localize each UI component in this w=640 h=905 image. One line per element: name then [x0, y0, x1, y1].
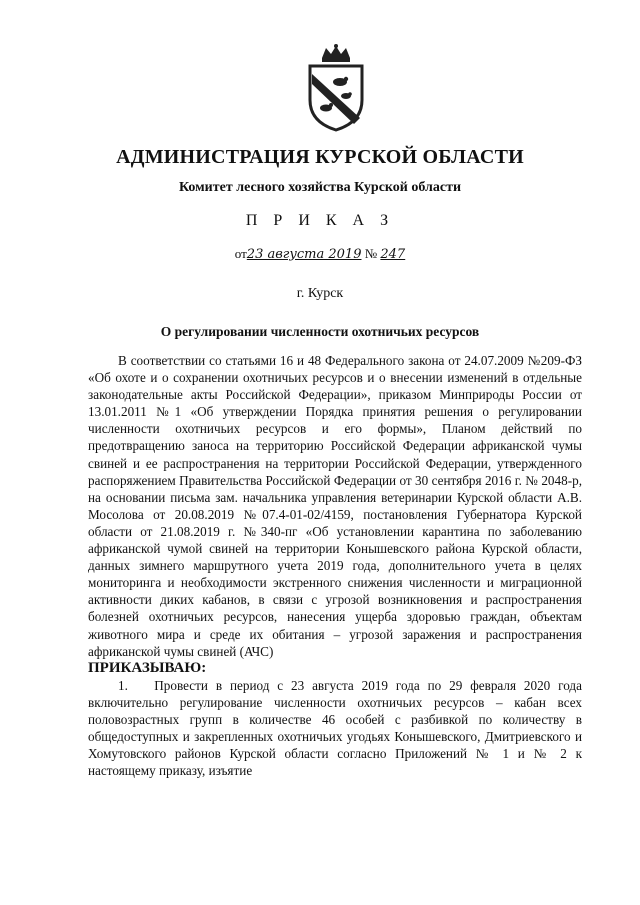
document-subject: О регулировании численности охотничьих ресурсов	[160, 324, 480, 339]
document-body	[88, 352, 582, 779]
number-value: 247	[380, 247, 406, 262]
date-prefix: от	[234, 246, 247, 261]
city-line: г. Курск	[296, 286, 344, 301]
number-label: №	[364, 246, 378, 261]
department-title: Комитет лесного хозяйства Курской области	[178, 180, 462, 195]
date-value: 23 августа 2019	[246, 247, 362, 262]
order-word: ПРИКАЗЫВАЮ:	[88, 659, 207, 676]
coat-of-arms-emblem	[300, 44, 372, 132]
preamble-paragraph: В соответствии со статьями 16 и 48 Федерального закона от 24.07.2009 №209-ФЗ «Об охоте и о сохранении охотничьих ресурсов и о внесении изменений в отдельные законодательные акты Российской Федерации», приказом Минприроды России от 13.01.2011 №1 «Об утверждении Порядка принятия решения о регулировании численности охотничьих ресурсов и его формы», Планом действий по предотвращению заноса на территорию Российской Федерации африканской чумы свиней и ее распространения на территории Российской Федерации, утвержденного распоряжением Правительства Российской Федерации от 30 сентября 2016 г. № 2048-р, на основании письма зам. начальника управления ветеринарии Курской области А.В. Мосолова от 20.08.2019 №07.4-01-02/4159, постановления Губернатора Курской области от 21.08.2019 г. №340-пг «Об установлении карантина по заболеванию африканской чумой свиней на территории Конышевского района Курской области, данных зимнего маршрутного учета 2019 года, дополнительного учета в целях мониторинга и необходимости экстренного снижения численности и миграционной активности диких кабанов, в связи с угрозой возникновения и распространения болезней охотничьих ресурсов, нанесения ущерба здоровью граждан, объектам животного мира и среде их обитания – угрозой заражения и распространения африканской чумы свиней (АЧС)	[88, 353, 582, 659]
organization-title: АДМИНИСТРАЦИЯ КУРСКОЙ ОБЛАСТИ	[116, 146, 524, 168]
order-item-1: 1. Провести в период с 23 августа 2019 года по 29 февраля 2020 года включительно регулирование численности охотничьих ресурсов – кабан всех половозрастных групп в количестве 46 особей с разбивкой по количеству в общедоступных и закрепленных охотничьих угодьях Конышевского, Дмитриевского и Хомутовского районов Курской области согласно Приложений № 1 и № 2 к настоящему приказу, изъятие	[88, 677, 582, 779]
document-type: П Р И К А З	[245, 212, 395, 229]
date-number-line	[0, 246, 640, 262]
